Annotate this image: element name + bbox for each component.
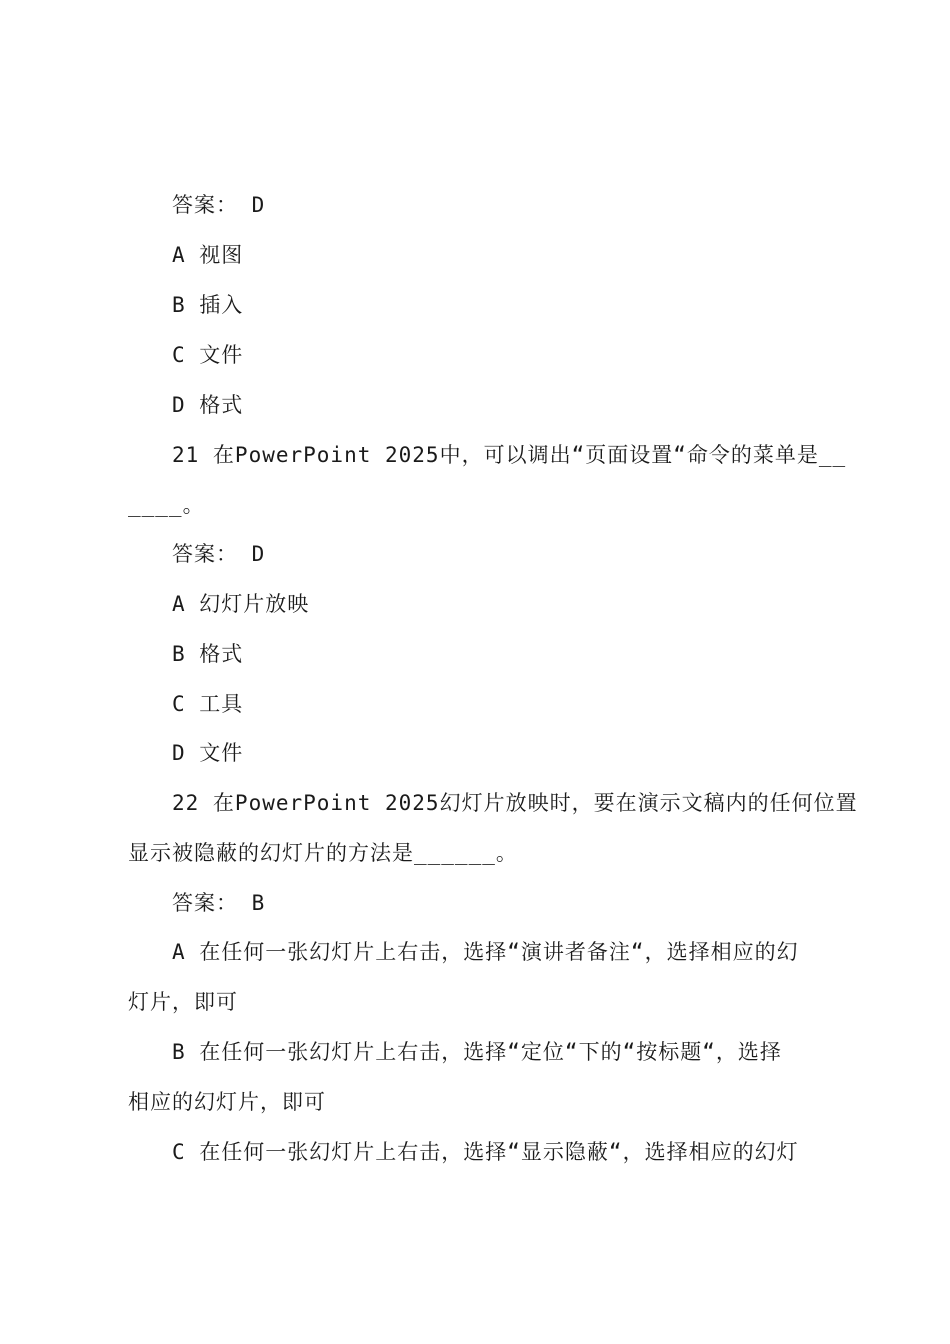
option-a: A 幻灯片放映 [172, 592, 310, 616]
option-b: B 格式 [172, 642, 244, 666]
option-c-line-1: C 在任何一张幻灯片上右击，选择“显示隐蔽“，选择相应的幻灯 [172, 1140, 799, 1164]
answer-line: 答案： B [172, 891, 266, 915]
question-21-line-2: ____。 [128, 493, 205, 517]
option-b: B 插入 [172, 293, 244, 317]
option-a: A 视图 [172, 243, 244, 267]
question-22-line-1: 22 在PowerPoint 2025幻灯片放映时，要在演示文稿内的任何位置 [172, 791, 858, 815]
option-b-line-1: B 在任何一张幻灯片上右击，选择“定位“下的“按标题“，选择 [172, 1040, 782, 1064]
option-d: D 文件 [172, 741, 244, 765]
option-d: D 格式 [172, 393, 244, 417]
answer-line: 答案： D [172, 542, 266, 566]
option-b-line-2: 相应的幻灯片，即可 [128, 1090, 326, 1114]
question-21-line-1: 21 在PowerPoint 2025中，可以调出“页面设置“命令的菜单是__ [172, 443, 847, 467]
answer-line: 答案： D [172, 193, 266, 217]
option-a-line-1: A 在任何一张幻灯片上右击，选择“演讲者备注“，选择相应的幻 [172, 940, 799, 964]
option-a-line-2: 灯片，即可 [128, 990, 238, 1014]
option-c: C 工具 [172, 692, 244, 716]
option-c: C 文件 [172, 343, 244, 367]
question-22-line-2: 显示被隐蔽的幻灯片的方法是______。 [128, 841, 518, 865]
